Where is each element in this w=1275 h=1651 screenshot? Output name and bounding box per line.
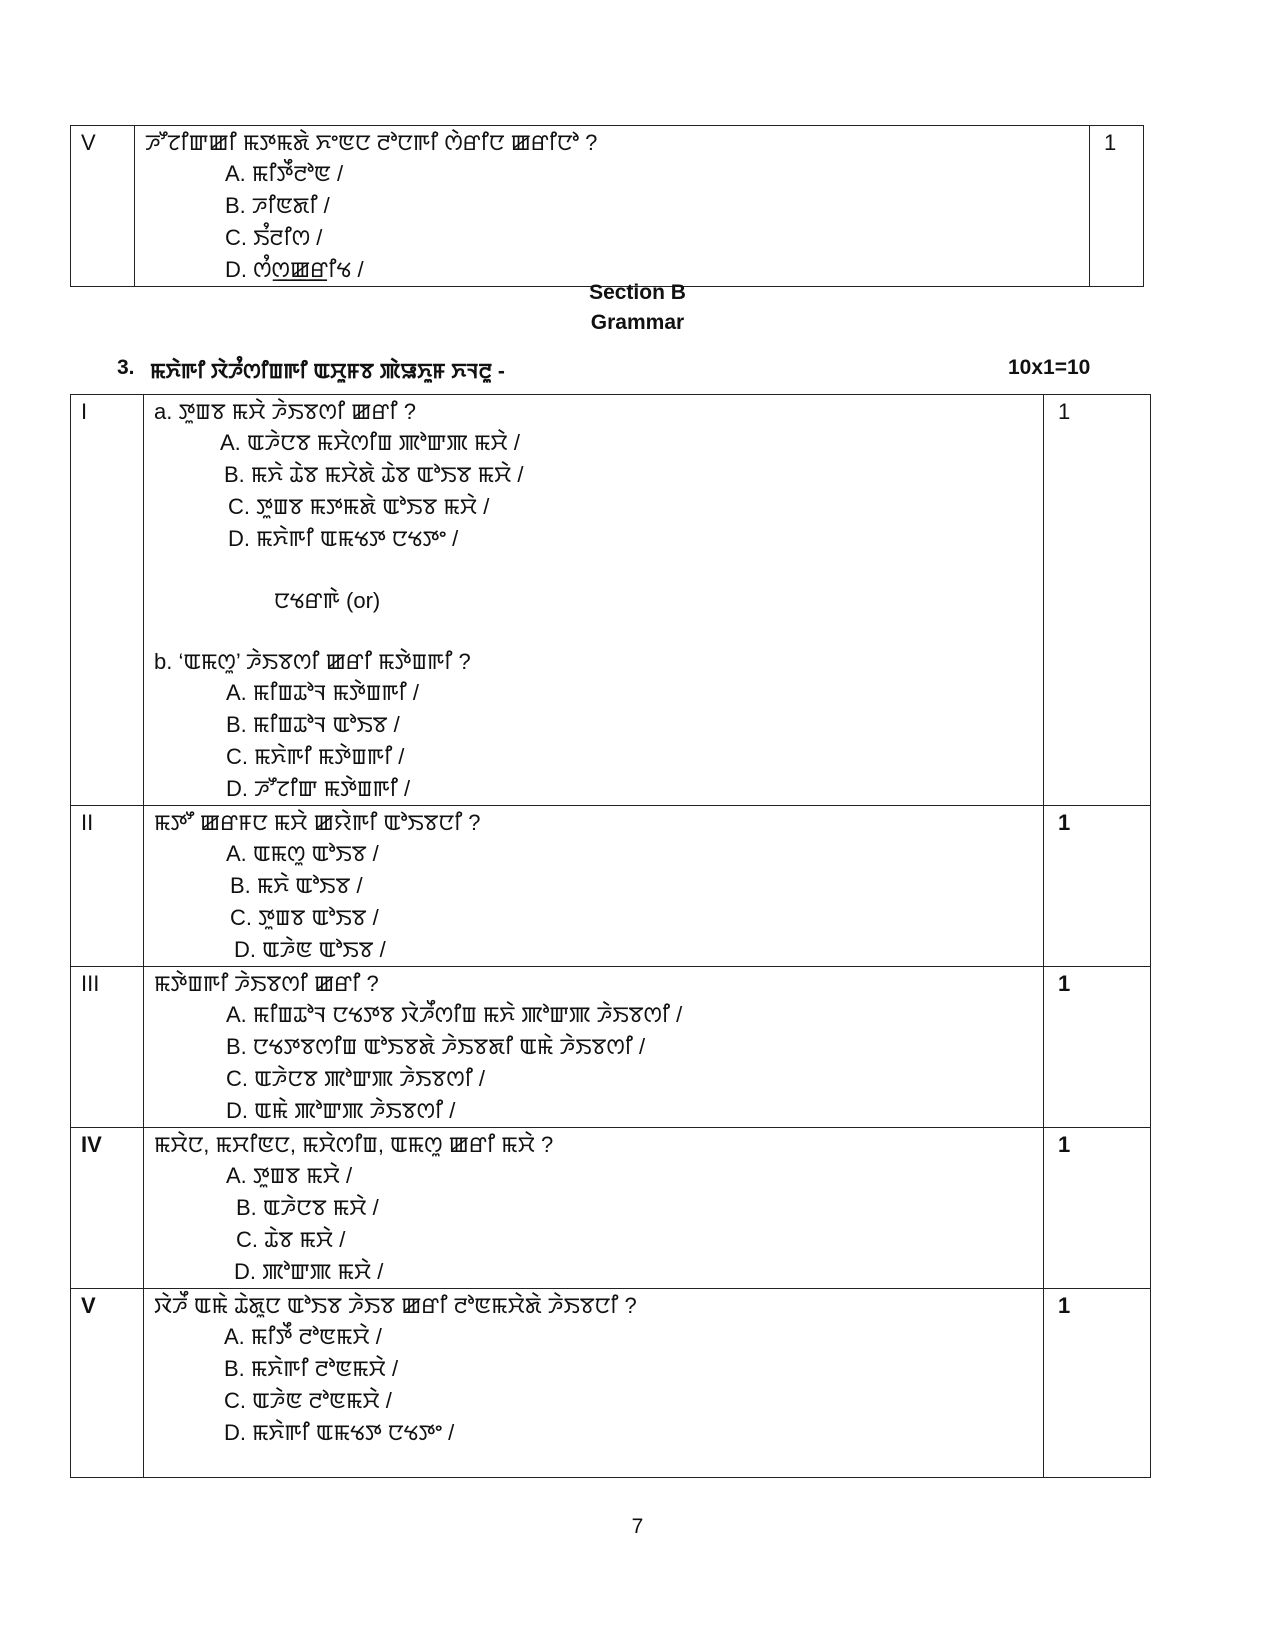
question-marks: 1 [1044, 806, 1151, 967]
option-a: A. ꯃꯤꯇꯩꯂꯣꯟ / [225, 161, 344, 186]
option-c: C. ꯑꯍꯥꯅꯕ ꯄꯣꯛꯄ ꯍꯥꯏꯕꯁꯤ / [226, 1066, 486, 1091]
question-number: IV [71, 1128, 144, 1289]
question-cell [144, 1289, 1044, 1478]
option-b: B. ꯃꯤꯡꯊꯣꯜ ꯑꯣꯏꯕ / [226, 712, 400, 737]
options-list [154, 838, 1043, 966]
options-list [154, 677, 1043, 805]
table-row [71, 395, 1151, 806]
table-row [71, 1128, 1151, 1289]
options-list [154, 459, 1043, 491]
option-d: D. ꯄꯣꯛꯄ ꯃꯆꯥ / [234, 1259, 384, 1284]
table-row [71, 967, 1151, 1128]
option-a: A. ꯃꯤꯡꯊꯣꯜ ꯅꯠꯇꯕ ꯋꯥꯍꯩꯁꯤꯡ ꯃꯈꯥ ꯄꯣꯛꯄ ꯍꯥꯏꯕꯁꯤ / [226, 1002, 683, 1027]
question-text: a. ꯇꯨꯡꯕ ꯃꯆꯥ ꯍꯥꯏꯕꯁꯤ ꯀꯔꯤ ? [154, 399, 416, 424]
question-marks: 1 [1044, 967, 1151, 1128]
options-list [154, 1160, 1043, 1288]
question-text: ꯃꯆꯥꯅ, ꯃꯆꯤꯟꯅ, ꯃꯆꯥꯁꯤꯡ, ꯑꯃꯁꯨ ꯀꯔꯤ ꯃꯆꯥ ? [154, 1132, 554, 1157]
question-text: ꯃꯇꯧ ꯀꯔꯝꯅ ꯃꯆꯥ ꯀꯌꯥꯒꯤ ꯑꯣꯏꯕꯅꯤ ? [154, 810, 481, 835]
question-text: ꯋꯥꯍꯩ ꯑꯃꯥ ꯊꯥꯗꯨꯅ ꯑꯣꯏꯕ ꯍꯥꯏꯕ ꯀꯔꯤ ꯂꯣꯟꯃꯆꯥꯗꯥ ꯍꯥꯏꯕꯅꯤ ? [154, 1293, 637, 1318]
option-a: A. ꯃꯤꯇꯩ ꯂꯣꯟꯃꯆꯥ / [224, 1324, 382, 1349]
option-a: A. ꯑꯍꯥꯅꯕ ꯃꯆꯥꯁꯤꯡ ꯄꯣꯛꯄ ꯃꯆꯥ / [220, 430, 520, 455]
question-marks: 1 [1044, 1289, 1151, 1478]
question-3-number: 3. [117, 356, 135, 379]
options-list [154, 491, 1043, 555]
option-c: C. ꯑꯍꯥꯟ ꯂꯣꯟꯃꯆꯥ / [224, 1388, 392, 1413]
option-d: D. ꯑꯃꯥ ꯄꯣꯛꯄ ꯍꯥꯏꯕꯁꯤ / [226, 1098, 456, 1123]
page-number: 7 [631, 1515, 644, 1538]
or-label: ꯅꯠꯔꯒꯥ (or) [274, 588, 381, 613]
option-d: D. ꯍꯧꯖꯤꯛ ꯃꯇꯥꯡꯒꯤ / [226, 776, 411, 801]
option-b: B. ꯃꯈꯥꯒꯤ ꯂꯣꯟꯃꯆꯥ / [224, 1356, 399, 1381]
option-d: D. ꯃꯈꯥꯒꯤ ꯑꯃꯠꯇ ꯅꯠꯇꯦ / [228, 526, 459, 551]
option-c: C. ꯇꯨꯡꯕ ꯃꯇꯃꯗꯥ ꯑꯣꯏꯕ ꯃꯆꯥ / [228, 494, 490, 519]
question-text: ꯃꯇꯥꯡꯒꯤ ꯍꯥꯏꯕꯁꯤ ꯀꯔꯤ ? [154, 971, 379, 996]
options-list [154, 427, 1043, 459]
question-cell [144, 967, 1044, 1128]
question-cell [144, 395, 1044, 806]
option-b: B. ꯃꯈꯥ ꯑꯣꯏꯕ / [230, 873, 363, 898]
option-d: D. ꯁꯪꯁ꯭ꯀ꯭ꯔꯤꯠ / [225, 257, 364, 282]
question-marks: 1 [1090, 126, 1144, 287]
option-c: C. ꯊꯥꯕ ꯃꯆꯥ / [236, 1227, 346, 1252]
options-list [154, 999, 1043, 1127]
section-subtitle: Grammar [590, 311, 685, 334]
top-question-table [70, 125, 1144, 287]
option-a: A. ꯇꯨꯡꯕ ꯃꯆꯥ / [226, 1163, 353, 1188]
table-row [71, 806, 1151, 967]
option-b: B. ꯑꯍꯥꯅꯕ ꯃꯆꯥ / [236, 1195, 379, 1220]
question-number: V [71, 1289, 144, 1478]
options-list [154, 1321, 1043, 1449]
question-number: V [71, 126, 135, 287]
option-c: C. ꯏꯪꯂꯤꯁ / [225, 225, 323, 250]
option-b: B. ꯃꯈꯥ ꯊꯥꯕ ꯃꯆꯥꯗꯥ ꯊꯥꯕ ꯑꯣꯏꯕ ꯃꯆꯥ / [224, 462, 524, 487]
question-number: II [71, 806, 144, 967]
table-row [71, 1289, 1151, 1478]
option-b: B. ꯅꯠꯇꯕꯁꯤꯡ ꯑꯣꯏꯕꯗꯥ ꯍꯥꯏꯕꯗꯤ ꯑꯃꯥ ꯍꯥꯏꯕꯁꯤ / [226, 1034, 646, 1059]
question-cell [144, 1128, 1044, 1289]
question-cell [135, 126, 1090, 287]
option-a: A. ꯃꯤꯡꯊꯣꯜ ꯃꯇꯥꯡꯒꯤ / [226, 680, 419, 705]
option-d: D. ꯃꯈꯥꯒꯤ ꯑꯃꯠꯇ ꯅꯠꯇꯦ / [224, 1420, 455, 1445]
option-c: C. ꯇꯨꯡꯕ ꯑꯣꯏꯕ / [230, 905, 379, 930]
question-text: b. ‘ꯑꯃꯁꯨ’ ꯍꯥꯏꯕꯁꯤ ꯀꯔꯤ ꯃꯇꯥꯡꯒꯤ ? [154, 649, 471, 674]
options-list [145, 158, 1089, 286]
question-3-instruction: ꯃꯈꯥꯒꯤ ꯋꯥꯍꯪꯁꯤꯡꯒꯤ ꯑꯆꯨꯝꯕ ꯄꯥꯎꯈꯨꯝ ꯈꯜꯂꯨ - [150, 360, 505, 383]
option-c: C. ꯃꯈꯥꯒꯤ ꯃꯇꯥꯡꯒꯤ / [226, 744, 405, 769]
question-number: III [71, 967, 144, 1128]
option-b: B. ꯍꯤꯟꯗꯤ / [225, 193, 330, 218]
option-d: D. ꯑꯍꯥꯟ ꯑꯣꯏꯕ / [234, 937, 386, 962]
section-title: Section B [589, 281, 686, 304]
question-cell [144, 806, 1044, 967]
question-3-marks: 10x1=10 [1008, 356, 1091, 379]
question-number: I [71, 395, 144, 806]
option-a: A. ꯑꯃꯁꯨ ꯑꯣꯏꯕ / [226, 841, 379, 866]
question-marks: 1 [1044, 395, 1151, 806]
question-marks: 1 [1044, 1128, 1151, 1289]
grammar-table [70, 394, 1151, 1478]
question-text: ꯍꯧꯖꯤꯛꯀꯤ ꯃꯇꯃꯗꯥ ꯈꯦꯟꯅ ꯂꯣꯅꯒꯤ ꯁꯥꯔꯤꯅ ꯀꯔꯤꯅꯣ ? [145, 130, 598, 155]
